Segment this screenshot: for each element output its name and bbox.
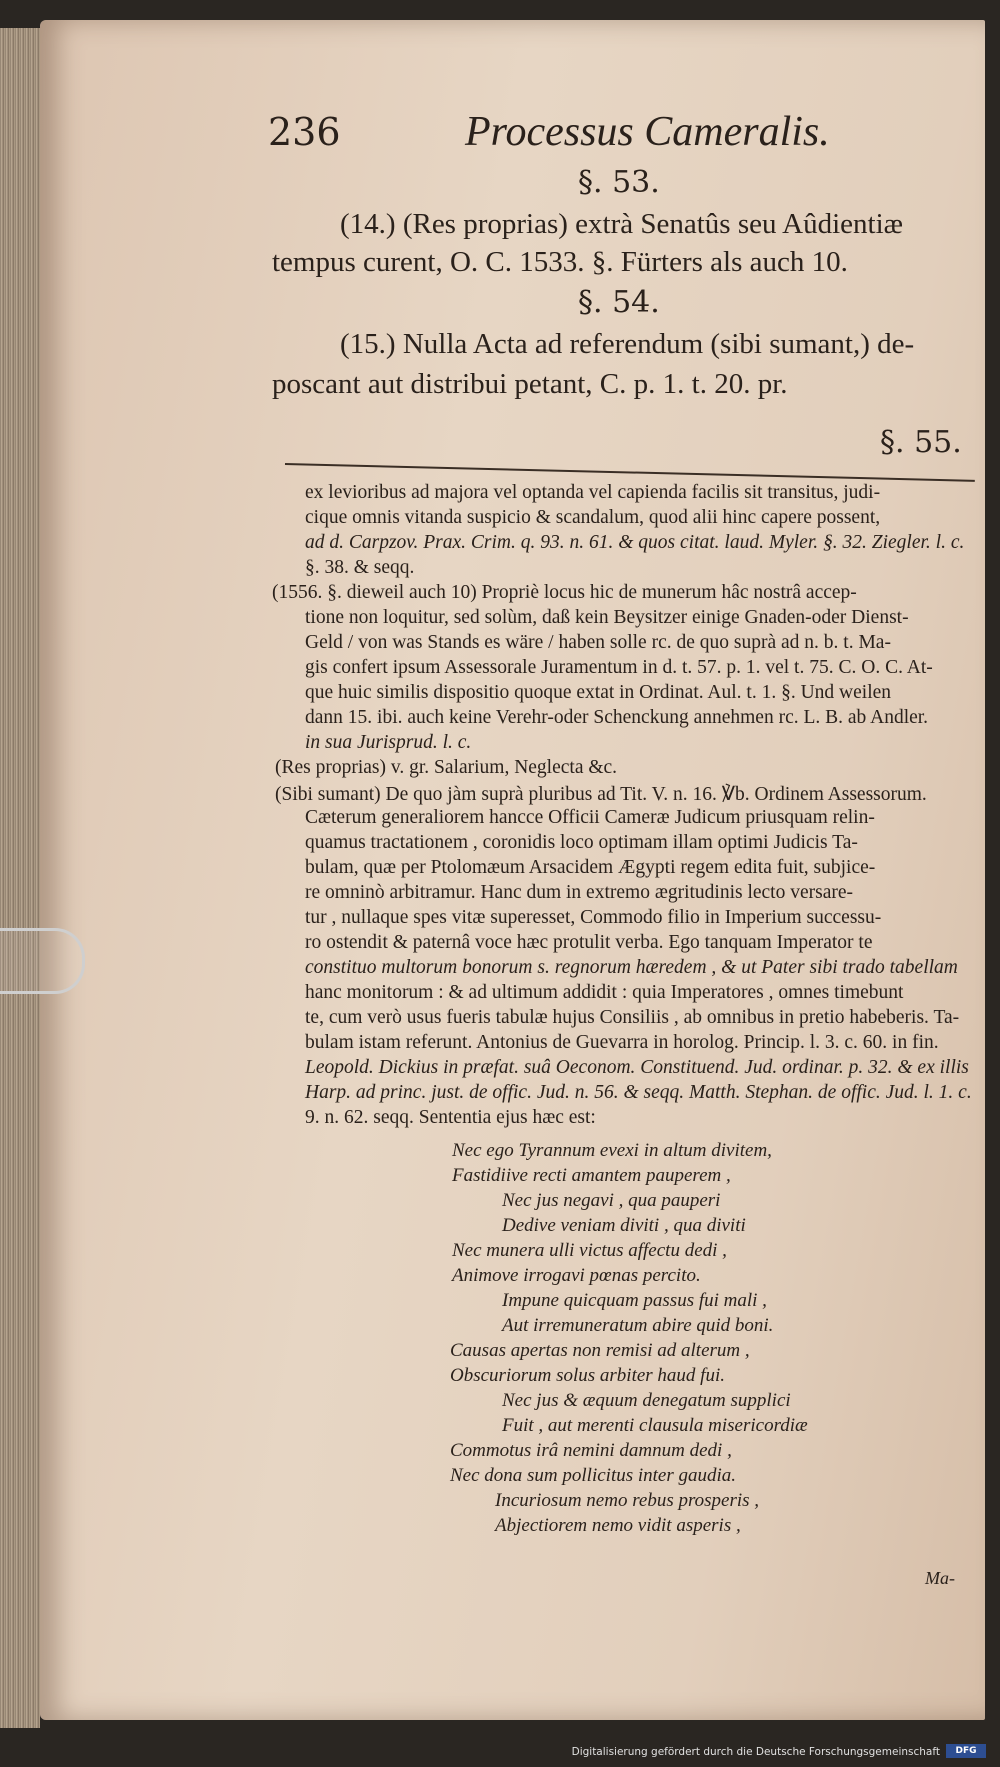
poem-line: Nec munera ulli victus affectu dedi , <box>452 1240 727 1261</box>
note-line: ad d. Carpzov. Prax. Crim. q. 93. n. 61. & quos citat. laud. Myler. §. 32. Ziegler. l. c. <box>305 532 965 553</box>
section-54-line-1: (15.) Nulla Acta ad referendum (sibi sumant,) de- <box>340 328 915 360</box>
note-line: tione non loquitur, sed solùm, daß kein Beysitzer einige Gnaden-oder Dienst- <box>305 607 909 628</box>
section-53-line-1: (14.) (Res proprias) extrà Senatûs seu Aûdientiæ <box>340 208 903 240</box>
section-mark-55: §. 55. <box>880 425 962 460</box>
note-line: (Sibi sumant) De quo jàm suprà pluribus ad Tit. V. n. 16. ℣b. Ordinem Assessorum. <box>275 784 927 805</box>
note-line: re omninò arbitramur. Hanc dum in extremo ægritudinis lecto versare- <box>305 882 854 903</box>
poem-line: Nec jus & æquum denegatum supplici <box>502 1390 791 1411</box>
page-title: Processus Cameralis. <box>465 109 830 155</box>
note-line: Harp. ad princ. just. de offic. Jud. n. 56. & seqq. Matth. Stephan. de offic. Jud. l. 1. c. <box>305 1082 972 1103</box>
poem-line: Incuriosum nemo rebus prosperis , <box>495 1490 760 1511</box>
poem-line: Fastidiive recti amantem pauperem , <box>452 1165 731 1186</box>
poem-line: Aut irremuneratum abire quid boni. <box>502 1315 774 1336</box>
poem-line: Animove irrogavi pœnas percito. <box>452 1265 701 1286</box>
note-line: Geld / von was Stands es wäre / haben solle rc. de quo suprà ad n. b. t. Ma- <box>305 632 891 653</box>
section-53-line-2: tempus curent, O. C. 1533. §. Fürters als auch 10. <box>272 246 848 278</box>
note-line: hanc monitorum : & ad ultimum addidit : quia Imperatores , omnes timebunt <box>305 982 904 1003</box>
note-line: (1556. §. dieweil auch 10) Propriè locus hic de munerum hâc nostrâ accep- <box>272 582 857 603</box>
catchword: Ma- <box>925 1568 955 1588</box>
note-line: §. 38. & seqq. <box>305 557 415 578</box>
poem-line: Nec dona sum pollicitus inter gaudia. <box>450 1465 737 1486</box>
note-line: Leopold. Dickius in præfat. suâ Oeconom. Constituend. Jud. ordinar. p. 32. & ex illis <box>305 1057 969 1078</box>
note-line: te, cum verò usus fueris tabulæ hujus Consiliis , ab omnibus in pretio habeberis. Ta- <box>305 1007 960 1028</box>
note-line: dann 15. ibi. auch keine Verehr-oder Schenckung annehmen rc. L. B. ab Andler. <box>305 707 929 728</box>
section-mark-54: §. 54. <box>578 285 660 320</box>
poem-line: Dedive veniam diviti , qua diviti <box>502 1215 746 1236</box>
note-line: bulam istam referunt. Antonius de Guevarra in horolog. Princip. l. 3. c. 60. in fin. <box>305 1032 939 1053</box>
page-number: 236 <box>268 110 341 154</box>
poem-line: Obscuriorum solus arbiter haud fui. <box>450 1365 725 1386</box>
note-line: (Res proprias) v. gr. Salarium, Neglecta &c. <box>275 757 618 778</box>
note-line: constituo multorum bonorum s. regnorum hæredem , & ut Pater sibi trado tabellam <box>305 957 958 978</box>
note-line: Cæterum generaliorem hancce Officii Cameræ Judicum priusquam relin- <box>305 807 875 828</box>
note-line: ro ostendit & paternâ voce hæc protulit verba. Ego tanquam Imperator te <box>305 932 873 953</box>
bookmark-tab[interactable] <box>0 928 85 994</box>
note-line: in sua Jurisprud. l. c. <box>305 732 472 753</box>
poem-line: Nec jus negavi , qua pauperi <box>502 1190 721 1211</box>
poem-line: Impune quicquam passus fui mali , <box>502 1290 767 1311</box>
section-54-line-2: poscant aut distribui petant, C. p. 1. t. 20. pr. <box>272 368 788 400</box>
poem-line: Causas apertas non remisi ad alterum , <box>450 1340 750 1361</box>
section-mark-53: §. 53. <box>578 165 660 200</box>
poem-line: Abjectiorem nemo vidit asperis , <box>495 1515 741 1536</box>
footer-credit: Digitalisierung gefördert durch die Deutsche Forschungsgemeinschaft <box>571 1746 940 1758</box>
note-line: que huic similis dispositio quoque extat in Ordinat. Aul. t. 1. §. Und weilen <box>305 682 892 703</box>
poem-line: Nec ego Tyrannum evexi in altum divitem, <box>452 1140 772 1161</box>
note-line: 9. n. 62. seqq. Sententia ejus hæc est: <box>305 1107 596 1128</box>
note-line: gis confert ipsum Assessorale Juramentum in d. t. 57. p. 1. vel t. 75. C. O. C. At- <box>305 657 933 678</box>
note-line: tur , nullaque spes vitæ superesset, Commodo filio in Imperium successu- <box>305 907 882 928</box>
note-line: bulam, quæ per Ptolomæum Arsacidem Ægypti regem edita fuit, subjice- <box>305 857 876 878</box>
note-line: quamus tractationem , coronidis loco optimam illam optimi Judicis Ta- <box>305 832 858 853</box>
note-line: cique omnis vitanda suspicio & scandalum, quod alii hinc capere possent, <box>305 507 881 528</box>
dfg-logo: DFG <box>946 1744 986 1758</box>
book-page-edge <box>0 28 40 1728</box>
poem-line: Fuit , aut merenti clausula misericordiæ <box>502 1415 808 1436</box>
note-line: ex levioribus ad majora vel optanda vel capienda facilis sit transitus, judi- <box>305 482 881 503</box>
poem-line: Commotus irâ nemini damnum dedi , <box>450 1440 732 1461</box>
